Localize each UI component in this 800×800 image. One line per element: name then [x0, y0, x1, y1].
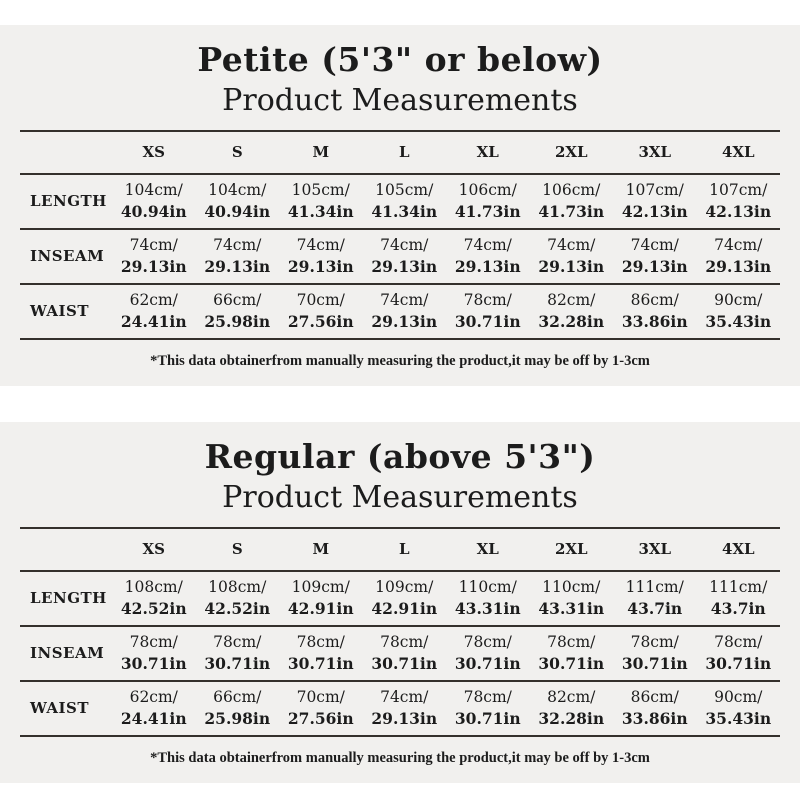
petite-measurement-disclaimer: *This data obtainerfrom manually measuring the product,it may be off by 1-3cm: [150, 352, 650, 369]
size-column-header: 2XL: [554, 143, 588, 162]
measurement-cell: [530, 571, 614, 626]
cm-value: 109cm/: [291, 578, 350, 596]
table-body: [20, 571, 780, 736]
measurement-cell: [613, 174, 697, 229]
cm-value: 78cm/: [296, 633, 345, 651]
measurement-row-label: INSEAM: [30, 247, 105, 266]
table-body: [20, 174, 780, 339]
measurement-cell: [613, 626, 697, 681]
measurement-row-label: WAIST: [30, 302, 90, 321]
measurement-cell: [363, 229, 447, 284]
measurement-row-label: INSEAM: [30, 644, 105, 662]
regular-section: [0, 422, 800, 783]
measurement-cell: [112, 284, 196, 339]
measurement-cell: [112, 681, 196, 736]
size-column-header: XL: [476, 143, 499, 162]
inch-value: 35.43in: [705, 312, 772, 332]
measurement-cell: [613, 681, 697, 736]
measurement-cell: [363, 681, 447, 736]
inch-value: 43.7in: [627, 599, 683, 618]
measurement-cell: [279, 174, 363, 229]
cm-value: 74cm/: [463, 236, 512, 255]
cm-value: 74cm/: [380, 236, 429, 255]
cm-value: 78cm/: [213, 633, 262, 651]
inch-value: 42.52in: [120, 599, 187, 618]
petite-section-subtitle: Product Measurements: [222, 83, 578, 119]
inch-value: 30.71in: [538, 654, 605, 673]
measurement-cell: [613, 571, 697, 626]
regular-section-subtitle: Product Measurements: [222, 480, 578, 515]
cm-value: 74cm/: [380, 291, 429, 310]
cm-value: 74cm/: [129, 236, 178, 255]
measurement-cell: [196, 571, 280, 626]
table-header: [20, 131, 780, 174]
measurement-cell: [446, 229, 530, 284]
cm-value: 62cm/: [129, 688, 178, 706]
cm-value: 74cm/: [630, 236, 679, 255]
cm-value: 74cm/: [213, 236, 262, 255]
measurement-cell: [363, 284, 447, 339]
size-column-header: M: [312, 143, 330, 162]
size-column-header: S: [231, 143, 243, 162]
measurement-row-label: LENGTH: [30, 192, 107, 211]
cm-value: 109cm/: [375, 578, 434, 596]
inch-value: 29.13in: [371, 312, 438, 332]
size-column-header: M: [312, 540, 330, 558]
measurement-cell: [446, 284, 530, 339]
corner-cell: [20, 131, 112, 174]
measurement-cell: [530, 626, 614, 681]
inch-value: 30.71in: [454, 654, 521, 673]
measurement-row: [20, 284, 780, 339]
measurement-cell: [530, 284, 614, 339]
size-chart-page: [0, 25, 800, 800]
cm-value: 78cm/: [714, 633, 763, 651]
cm-value: 74cm/: [296, 236, 345, 255]
measurement-row: [20, 626, 780, 681]
regular-measurement-disclaimer: *This data obtainerfrom manually measuring the product,it may be off by 1-3cm: [150, 749, 650, 766]
cm-value: 78cm/: [463, 633, 512, 651]
cm-value: 111cm/: [625, 578, 684, 596]
measurement-cell: [112, 571, 196, 626]
corner-cell: [20, 528, 112, 571]
inch-value: 33.86in: [621, 709, 688, 728]
size-column-header: S: [231, 540, 243, 558]
cm-value: 105cm/: [291, 181, 350, 200]
cm-value: 82cm/: [547, 688, 596, 706]
size-header-row: [20, 528, 780, 571]
inch-value: 41.34in: [371, 202, 438, 222]
cm-value: 104cm/: [124, 181, 183, 200]
inch-value: 30.71in: [705, 654, 772, 673]
inch-value: 30.71in: [371, 654, 438, 673]
inch-value: 40.94in: [204, 202, 271, 222]
cm-value: 78cm/: [630, 633, 679, 651]
inch-value: 42.13in: [705, 202, 772, 222]
measurement-cell: [279, 571, 363, 626]
measurement-cell: [279, 284, 363, 339]
cm-value: 106cm/: [542, 181, 601, 200]
cm-value: 108cm/: [124, 578, 183, 596]
size-column-header: XS: [142, 143, 165, 162]
inch-value: 27.56in: [287, 709, 354, 728]
cm-value: 104cm/: [208, 181, 267, 200]
size-header-row: [20, 131, 780, 174]
size-column-header: 4XL: [721, 143, 755, 162]
inch-value: 30.71in: [454, 709, 521, 728]
cm-value: 70cm/: [296, 291, 345, 310]
measurement-cell: [530, 174, 614, 229]
cm-value: 78cm/: [547, 633, 596, 651]
measurement-row: [20, 681, 780, 736]
inch-value: 29.13in: [371, 709, 438, 728]
measurement-cell: [279, 681, 363, 736]
size-column-header: L: [398, 540, 410, 558]
cm-value: 78cm/: [463, 291, 512, 310]
measurement-cell: [697, 229, 781, 284]
cm-value: 74cm/: [714, 236, 763, 255]
size-column-header: 2XL: [554, 540, 588, 558]
measurement-row: [20, 229, 780, 284]
cm-value: 110cm/: [458, 578, 517, 596]
petite-section-title: Petite (5'3" or below): [197, 40, 603, 79]
size-column-header: 3XL: [638, 540, 672, 558]
measurement-cell: [613, 284, 697, 339]
measurement-cell: [530, 681, 614, 736]
inch-value: 30.71in: [287, 654, 354, 673]
inch-value: 29.13in: [538, 257, 605, 277]
measurement-cell: [446, 174, 530, 229]
cm-value: 107cm/: [625, 181, 684, 200]
cm-value: 66cm/: [213, 291, 262, 310]
inch-value: 30.71in: [120, 654, 187, 673]
cm-value: 66cm/: [213, 688, 262, 706]
measurement-cell: [363, 571, 447, 626]
regular-section-title: Regular (above 5'3"): [204, 436, 596, 476]
measurement-cell: [112, 174, 196, 229]
inch-value: 32.28in: [538, 312, 605, 332]
measurement-cell: [112, 626, 196, 681]
inch-value: 43.31in: [454, 599, 521, 618]
measurement-cell: [112, 229, 196, 284]
measurement-cell: [196, 284, 280, 339]
measurement-cell: [196, 681, 280, 736]
inch-value: 29.13in: [120, 257, 187, 277]
inch-value: 43.7in: [710, 599, 766, 618]
measurement-cell: [697, 174, 781, 229]
measurement-cell: [279, 626, 363, 681]
inch-value: 29.13in: [621, 257, 688, 277]
cm-value: 78cm/: [380, 633, 429, 651]
cm-value: 62cm/: [129, 291, 178, 310]
size-column-header: 3XL: [638, 143, 672, 162]
cm-value: 86cm/: [630, 688, 679, 706]
measurement-cell: [697, 284, 781, 339]
measurement-cell: [446, 681, 530, 736]
inch-value: 25.98in: [204, 312, 271, 332]
inch-value: 29.13in: [204, 257, 271, 277]
inch-value: 27.56in: [287, 312, 354, 332]
cm-value: 111cm/: [709, 578, 768, 596]
measurement-row: [20, 571, 780, 626]
inch-value: 35.43in: [705, 709, 772, 728]
measurement-cell: [697, 571, 781, 626]
measurement-cell: [697, 626, 781, 681]
inch-value: 25.98in: [204, 709, 271, 728]
cm-value: 105cm/: [375, 181, 434, 200]
measurement-cell: [363, 174, 447, 229]
measurement-row-label: LENGTH: [30, 589, 107, 607]
measurement-cell: [613, 229, 697, 284]
inch-value: 42.52in: [204, 599, 271, 618]
inch-value: 30.71in: [204, 654, 271, 673]
inch-value: 29.13in: [371, 257, 438, 277]
measurement-cell: [530, 229, 614, 284]
cm-value: 106cm/: [458, 181, 517, 200]
measurement-row: [20, 174, 780, 229]
inch-value: 43.31in: [538, 599, 605, 618]
size-column-header: XS: [142, 540, 165, 558]
cm-value: 70cm/: [296, 688, 345, 706]
inch-value: 42.13in: [621, 202, 688, 222]
measurement-cell: [446, 571, 530, 626]
inch-value: 41.73in: [454, 202, 521, 222]
inch-value: 24.41in: [120, 312, 187, 332]
inch-value: 29.13in: [454, 257, 521, 277]
inch-value: 24.41in: [120, 709, 187, 728]
inch-value: 29.13in: [287, 257, 354, 277]
cm-value: 74cm/: [380, 688, 429, 706]
cm-value: 107cm/: [709, 181, 768, 200]
inch-value: 29.13in: [705, 257, 772, 277]
measurement-cell: [279, 229, 363, 284]
inch-value: 41.73in: [538, 202, 605, 222]
size-column-header: XL: [476, 540, 499, 558]
measurement-cell: [196, 229, 280, 284]
regular-measurements-table: [20, 527, 780, 737]
inch-value: 41.34in: [287, 202, 354, 222]
petite-measurements-table: [20, 130, 780, 340]
inch-value: 30.71in: [454, 312, 521, 332]
cm-value: 110cm/: [542, 578, 601, 596]
measurement-cell: [196, 626, 280, 681]
cm-value: 82cm/: [547, 291, 596, 310]
cm-value: 74cm/: [547, 236, 596, 255]
cm-value: 78cm/: [463, 688, 512, 706]
inch-value: 42.91in: [287, 599, 354, 618]
cm-value: 90cm/: [714, 291, 763, 310]
cm-value: 90cm/: [714, 688, 763, 706]
measurement-cell: [446, 626, 530, 681]
inch-value: 40.94in: [120, 202, 187, 222]
measurement-cell: [196, 174, 280, 229]
size-column-header: 4XL: [721, 540, 755, 558]
inch-value: 33.86in: [621, 312, 688, 332]
cm-value: 86cm/: [630, 291, 679, 310]
inch-value: 30.71in: [621, 654, 688, 673]
table-header: [20, 528, 780, 571]
cm-value: 108cm/: [208, 578, 267, 596]
size-column-header: L: [398, 143, 410, 162]
inch-value: 32.28in: [538, 709, 605, 728]
petite-section: [0, 25, 800, 386]
measurement-row-label: WAIST: [30, 699, 90, 717]
measurement-cell: [697, 681, 781, 736]
measurement-cell: [363, 626, 447, 681]
inch-value: 42.91in: [371, 599, 438, 618]
cm-value: 78cm/: [129, 633, 178, 651]
